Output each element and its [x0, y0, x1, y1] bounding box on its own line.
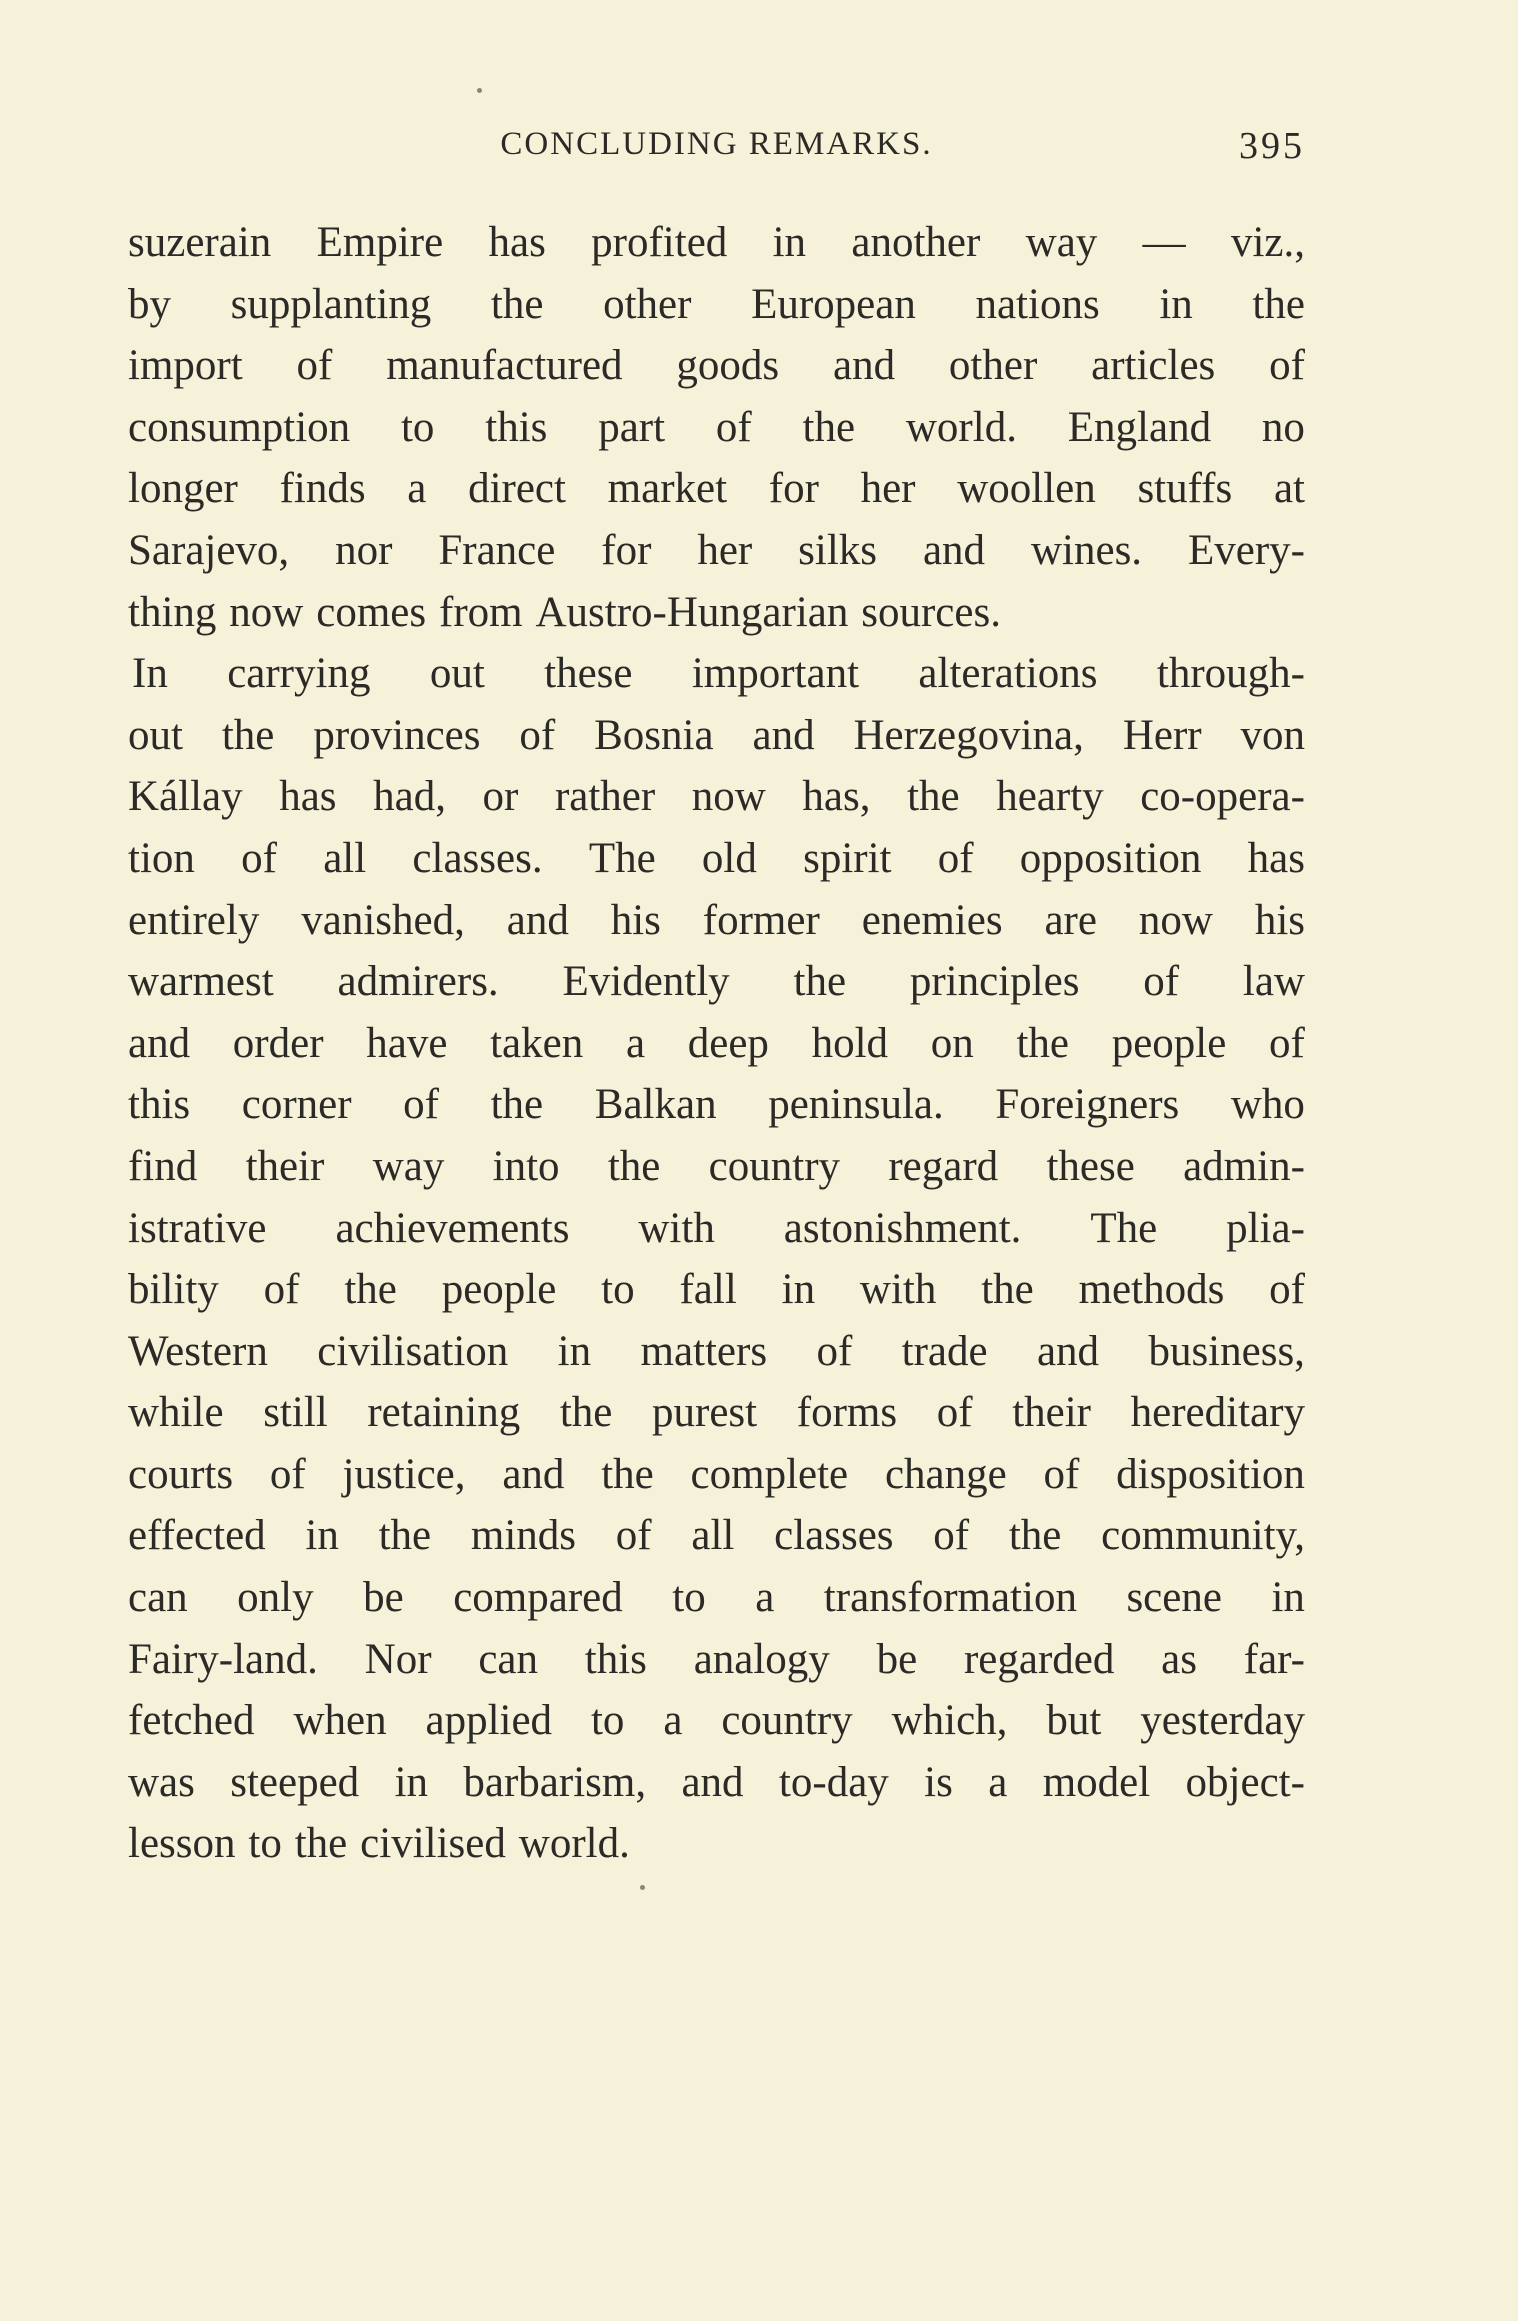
text-line: consumption to this part of the world. England no	[128, 403, 1305, 451]
text-line: thing now comes from Austro-Hungarian sources.	[128, 588, 1001, 636]
text-line: and order have taken a deep hold on the people of	[128, 1019, 1305, 1067]
text-line: Sarajevo, nor France for her silks and wines. Every-	[128, 526, 1305, 574]
text-line: bility of the people to fall in with the methods of	[128, 1266, 1305, 1314]
text-line: longer finds a direct market for her woollen stuffs at	[128, 465, 1305, 513]
text-line: import of manufactured goods and other articles of	[128, 342, 1305, 390]
text-line: effected in the minds of all classes of the community,	[128, 1512, 1305, 1560]
text-line: fetched when applied to a country which, but yesterday	[128, 1697, 1305, 1745]
text-line: can only be compared to a transformation scene in	[128, 1574, 1305, 1622]
text-line: tion of all classes. The old spirit of opposition has	[128, 834, 1305, 882]
paragraph	[128, 643, 1305, 1875]
text-line: this corner of the Balkan peninsula. Foreigners who	[128, 1081, 1305, 1129]
text-line: out the provinces of Bosnia and Herzegovina, Herr von	[128, 711, 1305, 759]
body-text	[128, 212, 1305, 1875]
text-line: entirely vanished, and his former enemies are now his	[128, 896, 1305, 944]
paragraph	[128, 212, 1305, 643]
text-line: Fairy-land. Nor can this analogy be regarded as far-	[128, 1635, 1305, 1683]
text-line: was steeped in barbarism, and to-day is a model object-	[128, 1758, 1305, 1806]
text-line: In carrying out these important alterations through-	[132, 650, 1305, 698]
text-line: courts of justice, and the complete change of disposition	[128, 1450, 1305, 1498]
paper-speck	[477, 88, 482, 93]
paper-speck	[640, 1885, 645, 1890]
text-line: suzerain Empire has profited in another way — viz.,	[128, 219, 1305, 266]
text-line: by supplanting the other European nations in the	[128, 280, 1305, 328]
text-line: istrative achievements with astonishment. The plia-	[128, 1204, 1305, 1252]
text-line: warmest admirers. Evidently the principles of law	[128, 958, 1305, 1006]
page-number: 395	[1239, 125, 1305, 167]
text-line: while still retaining the purest forms of their hereditary	[128, 1389, 1305, 1437]
text-line: Western civilisation in matters of trade and business,	[128, 1327, 1305, 1375]
text-line: lesson to the civilised world.	[128, 1820, 630, 1868]
text-line: Kállay has had, or rather now has, the hearty co-opera-	[128, 773, 1305, 821]
running-head	[128, 122, 1305, 172]
text-line: find their way into the country regard these admin-	[128, 1142, 1305, 1190]
running-title: CONCLUDING REMARKS.	[500, 126, 933, 162]
